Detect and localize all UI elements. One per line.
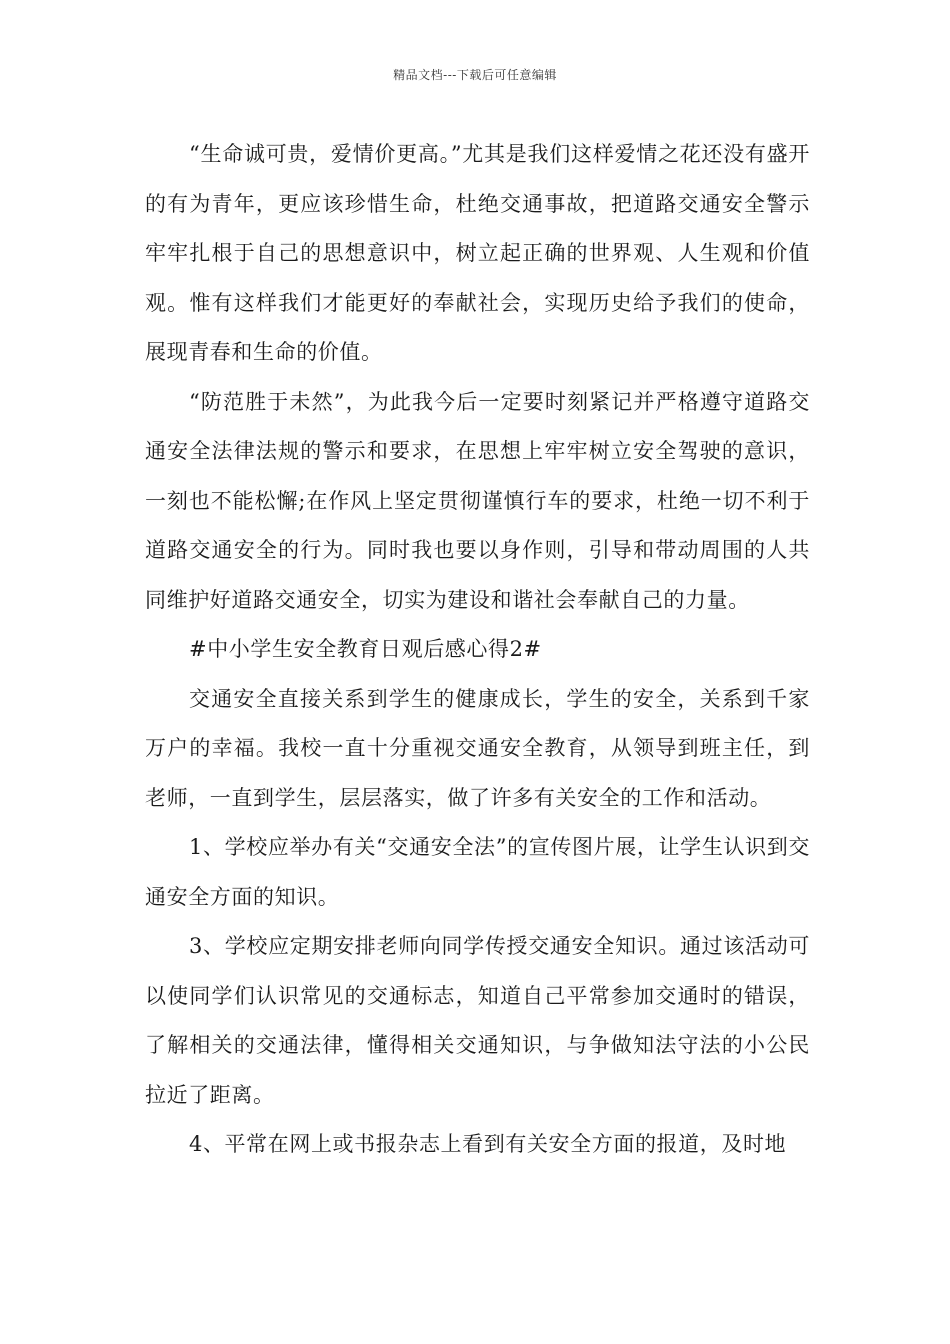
paragraph-prevention: “防范胜于未然”，为此我今后一定要时刻紧记并严格遵守道路交通安全法律法规的警示和要求，在思想上牢牢树立安全驾驶的意识，一刻也不能松懈;在作风上坚定贯彻谨慎行车的要求，杜绝一切不利于道路交通安全的行为。同时我也要以身作则，引导和带动周围的人共同维护好道路交通安全，切实为建设和谐社会奉献自己的力量。: [145, 389, 810, 612]
document-body: [145, 130, 810, 1170]
list-item-1: 1、学校应举办有关“交通安全法”的宣传图片展，让学生认识到交通安全方面的知识。: [145, 835, 810, 909]
section-heading: #中小学生安全教育日观后感心得2#: [189, 637, 542, 661]
page-header: 精品文档---下载后可任意编辑: [393, 68, 557, 82]
paragraph-life-value: “生命诚可贵，爱情价更高。”尤其是我们这样爱情之花还没有盛开的有为青年，更应该珍惜生命，杜绝交通事故，把道路交通安全警示牢牢扎根于自己的思想意识中，树立起正确的世界观、人生观和价值观。惟有这样我们才能更好的奉献社会，实现历史给予我们的使命，展现青春和生命的价值。: [145, 142, 810, 364]
list-item-3: 3、学校应定期安排老师向同学传授交通安全知识。通过该活动可以使同学们认识常见的交通标志，知道自己平常参加交通时的错误，了解相关的交通法律，懂得相关交通知识，与争做知法守法的小公民拉近了距离。: [145, 934, 810, 1107]
paragraph-school-safety: 交通安全直接关系到学生的健康成长，学生的安全，关系到千家万户的幸福。我校一直十分重视交通安全教育，从领导到班主任，到老师，一直到学生，层层落实，做了许多有关安全的工作和活动。: [145, 686, 810, 810]
list-item-4: 4、平常在网上或书报杂志上看到有关安全方面的报道，及时地: [189, 1132, 787, 1156]
